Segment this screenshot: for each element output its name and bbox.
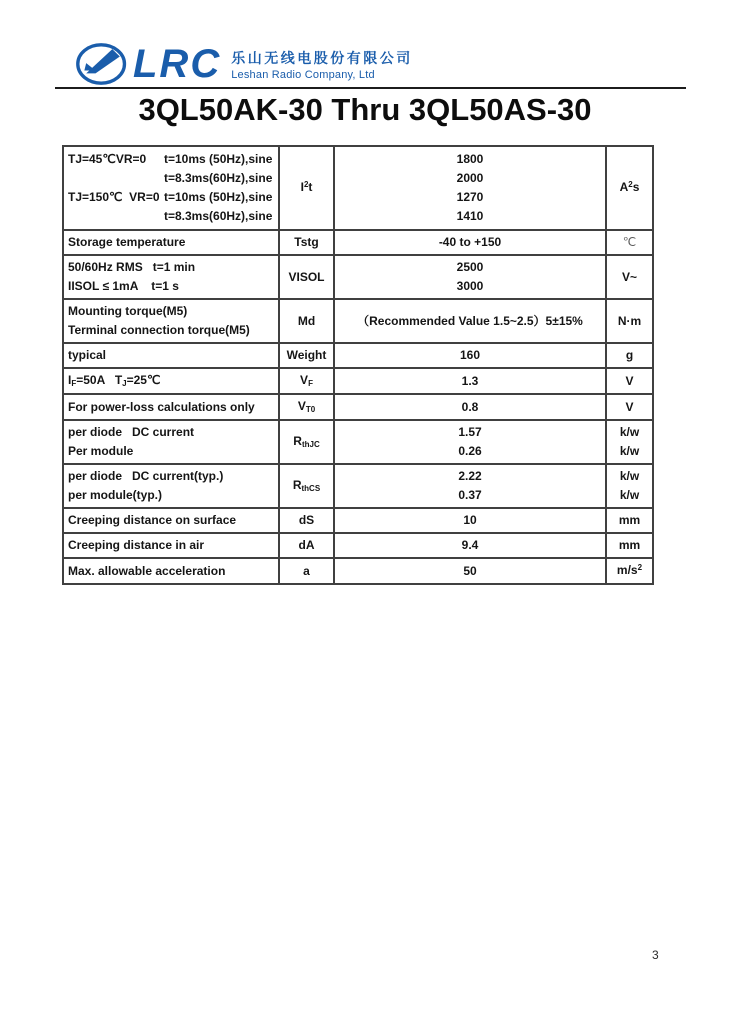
text-span: 9.4 — [461, 538, 479, 552]
condition-cell — [63, 533, 279, 558]
text-line — [611, 467, 648, 486]
text-span: TJ=45℃VR=0 — [68, 152, 147, 166]
text-line — [284, 536, 329, 555]
text-span: Creeping distance on surface — [68, 513, 237, 527]
text-span: I — [300, 180, 304, 194]
text-line — [339, 258, 601, 277]
text-span: mm — [618, 513, 641, 527]
value-cell — [334, 420, 606, 464]
unit-cell — [606, 146, 653, 230]
text-line — [339, 312, 601, 331]
text-span: dS — [298, 513, 315, 527]
text-span: =50A T — [76, 373, 123, 387]
condition-cell — [63, 508, 279, 533]
company-block — [231, 48, 413, 81]
text-line — [611, 346, 648, 365]
text-span: 1270 — [456, 190, 484, 204]
value-cell — [334, 299, 606, 343]
text-line — [339, 536, 601, 555]
text-line — [68, 467, 274, 486]
symbol-cell — [279, 533, 334, 558]
text-span: g — [625, 348, 634, 362]
text-line — [339, 207, 601, 226]
text-span: 0.37 — [458, 488, 482, 502]
condition-cell — [63, 343, 279, 368]
text-line — [68, 321, 274, 340]
text-span: mm — [618, 538, 641, 552]
table-row — [63, 343, 653, 368]
text-span: F — [308, 379, 313, 388]
unit-cell — [606, 230, 653, 255]
condition-cell — [63, 420, 279, 464]
table-row — [63, 464, 653, 508]
text-line — [611, 442, 648, 461]
condition-cell — [63, 230, 279, 255]
text-line — [284, 562, 329, 581]
text-span: 50 — [463, 563, 477, 578]
text-line — [339, 277, 601, 296]
symbol-cell — [279, 464, 334, 508]
text-line — [339, 486, 601, 505]
text-span: A — [619, 180, 629, 194]
value-cell — [334, 558, 606, 584]
text-line — [68, 302, 274, 321]
text-span: dA — [298, 538, 315, 552]
table-row — [63, 558, 653, 584]
value-cell — [334, 508, 606, 533]
text-span: 1410 — [456, 209, 484, 223]
text-line — [339, 511, 601, 530]
text-span: Md — [297, 313, 316, 328]
unit-cell — [606, 343, 653, 368]
text-span: thCS — [301, 484, 321, 493]
table-row — [63, 394, 653, 420]
text-span: V — [625, 373, 634, 388]
lrc-logo-icon — [75, 42, 131, 86]
text-span: m/s — [616, 563, 638, 577]
text-line — [68, 346, 274, 365]
text-line — [284, 511, 329, 530]
condition-cell — [63, 146, 279, 230]
text-span: V~ — [621, 269, 637, 284]
text-span: 3000 — [456, 279, 484, 293]
condition-cell — [63, 394, 279, 420]
text-span: 1.3 — [461, 373, 479, 388]
text-line — [68, 207, 274, 226]
text-span: V — [300, 373, 309, 387]
unit-cell — [606, 508, 653, 533]
text-line — [284, 312, 329, 331]
text-span: Mounting torque(M5) — [68, 304, 188, 318]
table-row — [63, 368, 653, 394]
value-cell — [334, 146, 606, 230]
symbol-cell — [279, 508, 334, 533]
text-span: R — [293, 434, 302, 448]
text-line — [68, 486, 274, 505]
text-span: t=10ms (50Hz),sine — [164, 152, 273, 166]
table-row — [63, 508, 653, 533]
page-number: 3 — [652, 948, 659, 962]
text-line — [611, 233, 648, 252]
text-span: VISOL — [288, 269, 325, 284]
symbol-cell — [279, 230, 334, 255]
text-line — [284, 371, 329, 391]
text-line — [339, 346, 601, 365]
unit-cell — [606, 368, 653, 394]
text-line — [611, 398, 648, 417]
header-divider — [55, 87, 686, 89]
text-span: s — [632, 180, 640, 194]
unit-cell — [606, 464, 653, 508]
table-row — [63, 420, 653, 464]
text-span: thJC — [301, 440, 320, 449]
text-span: TJ=150℃ VR=0 — [68, 190, 160, 204]
text-line — [68, 562, 274, 581]
text-line — [68, 536, 274, 555]
text-line — [284, 346, 329, 365]
text-span: 50/60Hz RMS t=1 min — [68, 260, 196, 274]
text-span: typical — [68, 348, 107, 362]
text-span: 10 — [463, 513, 477, 527]
text-span: For power-loss calculations only — [68, 399, 255, 414]
text-span: t=8.3ms(60Hz),sine — [164, 209, 273, 223]
text-span: T0 — [305, 405, 316, 414]
text-span: 0.26 — [458, 444, 482, 458]
condition-cell — [63, 299, 279, 343]
text-line — [68, 188, 274, 207]
value-cell — [334, 394, 606, 420]
symbol-cell — [279, 343, 334, 368]
text-span: 2000 — [456, 171, 484, 185]
text-line — [339, 372, 601, 391]
symbol-cell — [279, 420, 334, 464]
unit-cell — [606, 533, 653, 558]
text-span: F — [71, 379, 77, 388]
text-span: J — [122, 379, 127, 388]
spec-table-body — [63, 146, 653, 584]
text-line — [611, 178, 648, 198]
text-span: （Recommended Value 1.5~2.5）5±15% — [357, 313, 583, 328]
text-span: 2 — [303, 180, 309, 189]
text-span: =25℃ — [126, 373, 161, 387]
text-line — [339, 150, 601, 169]
text-line — [339, 398, 601, 417]
symbol-cell — [279, 368, 334, 394]
header — [75, 42, 413, 86]
unit-cell — [606, 394, 653, 420]
text-span: 160 — [459, 348, 481, 362]
text-span: t=10ms (50Hz),sine — [164, 190, 273, 204]
text-span: 1.57 — [458, 425, 482, 439]
company-name-cn: 乐山无线电股份有限公司 — [231, 50, 413, 66]
text-span: Max. allowable acceleration — [68, 563, 226, 578]
text-line — [284, 432, 329, 452]
text-line — [339, 562, 601, 581]
text-line — [611, 511, 648, 530]
text-span: N·m — [617, 313, 642, 328]
spec-table — [62, 145, 654, 585]
text-line — [284, 178, 329, 198]
page-title: 3QL50AK-30 Thru 3QL50AS-30 — [138, 92, 592, 127]
text-line — [284, 233, 329, 252]
text-line — [68, 233, 274, 252]
text-line — [611, 312, 648, 331]
text-span: Weight — [286, 348, 327, 362]
value-cell — [334, 230, 606, 255]
unit-cell — [606, 558, 653, 584]
text-span: Tstg — [294, 235, 319, 249]
text-line — [339, 442, 601, 461]
text-span: Storage temperature — [68, 235, 186, 249]
text-line — [284, 268, 329, 287]
text-line — [611, 536, 648, 555]
symbol-cell — [279, 394, 334, 420]
value-cell — [334, 464, 606, 508]
logo-text: LRC — [133, 42, 222, 86]
text-span: t=8.3ms(60Hz),sine — [164, 171, 273, 185]
text-line — [339, 423, 601, 442]
table-row — [63, 299, 653, 343]
text-span: per module(typ.) — [68, 488, 163, 502]
text-span: 2.22 — [458, 469, 482, 483]
text-line — [611, 486, 648, 505]
text-line — [284, 397, 329, 417]
text-span: per diode DC current — [68, 425, 195, 439]
text-line — [68, 398, 274, 417]
table-row — [63, 230, 653, 255]
text-span: k/w — [619, 469, 640, 483]
text-span: -40 to +150 — [438, 235, 502, 249]
unit-cell — [606, 255, 653, 299]
text-line — [68, 423, 274, 442]
symbol-cell — [279, 299, 334, 343]
text-span: per diode DC current(typ.) — [68, 469, 224, 483]
text-span: ℃ — [622, 235, 637, 249]
symbol-cell — [279, 558, 334, 584]
text-line — [339, 169, 601, 188]
text-span: 1800 — [456, 152, 484, 166]
text-span: IISOL ≤ 1mA t=1 s — [68, 279, 179, 293]
text-line — [339, 233, 601, 252]
text-line — [611, 423, 648, 442]
text-line — [284, 476, 329, 496]
text-span: k/w — [619, 444, 640, 458]
text-line — [68, 150, 274, 169]
company-name-en: Leshan Radio Company, Ltd — [231, 69, 375, 81]
condition-cell — [63, 464, 279, 508]
text-line — [68, 442, 274, 461]
text-line — [339, 188, 601, 207]
text-line — [611, 372, 648, 391]
text-line — [68, 258, 274, 277]
text-span: a — [303, 563, 310, 578]
table-row — [63, 533, 653, 558]
value-cell — [334, 343, 606, 368]
symbol-cell — [279, 146, 334, 230]
text-span: I — [68, 373, 72, 387]
value-cell — [334, 533, 606, 558]
unit-cell — [606, 299, 653, 343]
condition-cell — [63, 255, 279, 299]
text-span: V — [625, 399, 634, 414]
table-row — [63, 255, 653, 299]
text-span: t — [308, 180, 313, 194]
text-line — [68, 169, 274, 188]
table-row — [63, 146, 653, 230]
value-cell — [334, 255, 606, 299]
text-span: k/w — [619, 488, 640, 502]
text-span: Creeping distance in air — [68, 538, 205, 552]
text-line — [68, 277, 274, 296]
text-span: 2 — [637, 563, 643, 572]
text-line — [611, 268, 648, 287]
text-span: Per module — [68, 444, 134, 458]
text-span: 0.8 — [461, 399, 479, 414]
value-cell — [334, 368, 606, 394]
condition-cell — [63, 558, 279, 584]
text-span: 2500 — [456, 260, 484, 274]
text-line — [68, 511, 274, 530]
text-span: R — [292, 478, 302, 492]
text-line — [339, 467, 601, 486]
text-line — [611, 561, 648, 581]
condition-cell — [63, 368, 279, 394]
text-span: 2 — [628, 180, 633, 189]
text-span: k/w — [619, 425, 640, 439]
symbol-cell — [279, 255, 334, 299]
text-span: Terminal connection torque(M5) — [68, 323, 250, 337]
text-line — [68, 371, 274, 391]
text-span: V — [297, 399, 306, 413]
unit-cell — [606, 420, 653, 464]
